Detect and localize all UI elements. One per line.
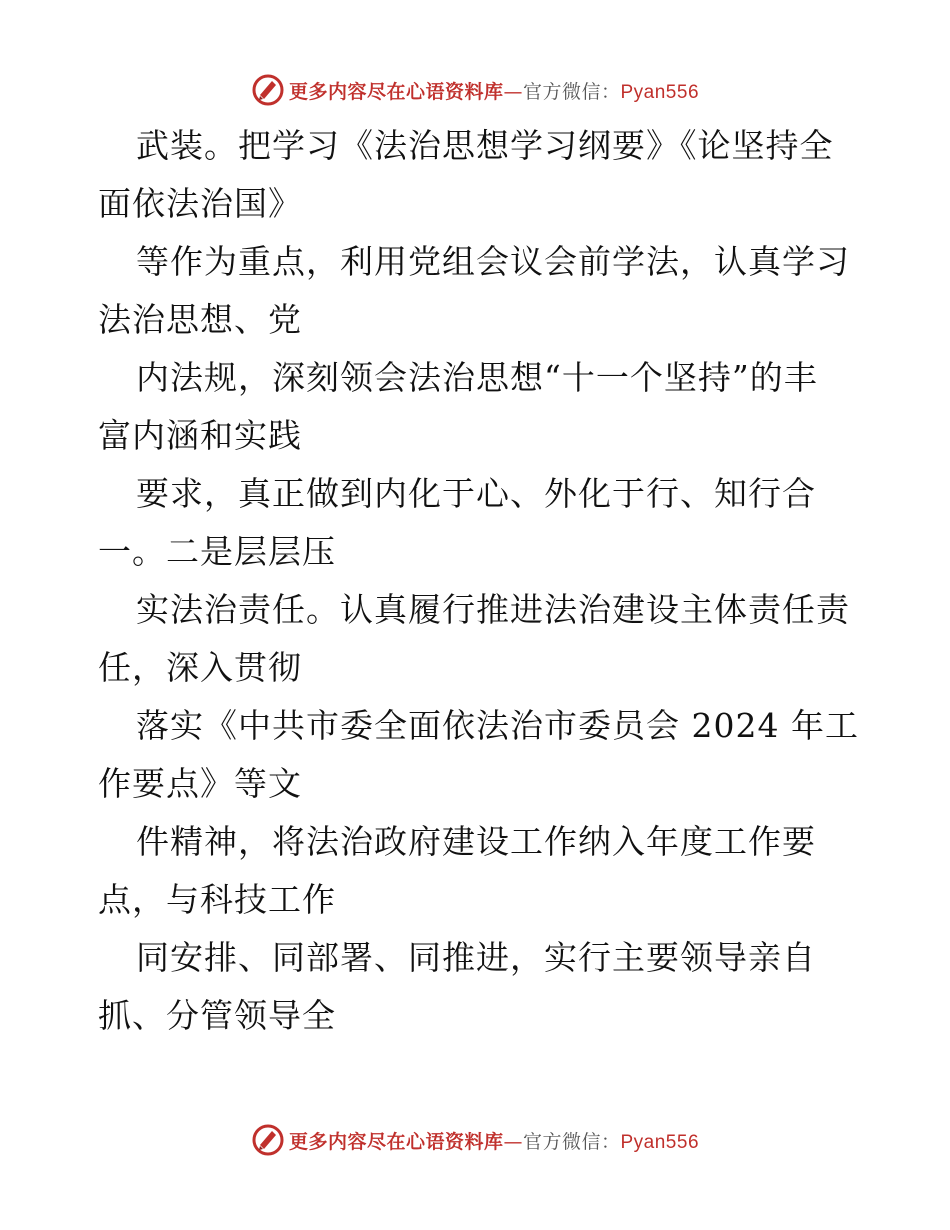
body-line: 实法治责任。认真履行推进法治建设主体责任责 [136, 590, 850, 629]
body-line: 内法规，深刻领会法治思想“十一个坚持”的丰 [136, 358, 818, 397]
body-line: 落实《中共市委全面依法治市委员会 2024 年工 [136, 706, 859, 745]
watermark-separator: — [503, 80, 523, 103]
body-line: 任，深入贯彻 [98, 648, 302, 687]
header-watermark [0, 70, 950, 110]
watermark-contact-handle: Pyan556 [620, 81, 700, 103]
watermark-site: 更多内容尽在心语资料库 [288, 80, 504, 103]
watermark-site: 更多内容尽在心语资料库 [288, 1130, 504, 1153]
body-line: 同安排、同部署、同推进，实行主要领导亲自 [136, 938, 816, 977]
body-line: 法治思想、党 [98, 300, 302, 339]
body-line: 件精神，将法治政府建设工作纳入年度工作要 [136, 822, 816, 861]
footer-watermark [0, 1120, 950, 1160]
body-line: 点，与科技工作 [98, 880, 336, 919]
document-body [98, 117, 858, 1045]
brand-logo-icon [251, 1123, 285, 1157]
body-line: 等作为重点，利用党组会议会前学法，认真学习 [136, 242, 850, 281]
body-line: 富内涵和实践 [98, 416, 302, 455]
watermark-text [289, 1127, 699, 1154]
brand-logo-icon [251, 73, 285, 107]
body-line: 抓、分管领导全 [98, 996, 336, 1035]
body-line: 武装。把学习《法治思想学习纲要》《论坚持全 [136, 126, 834, 165]
watermark-contact-label: 官方微信： [522, 1130, 621, 1153]
watermark-contact-label: 官方微信： [522, 80, 621, 103]
body-line: 要求，真正做到内化于心、外化于行、知行合 [136, 474, 816, 513]
watermark-text [289, 77, 699, 104]
body-line: 面依法治国》 [98, 184, 302, 223]
body-line: 作要点》等文 [98, 764, 302, 803]
watermark-contact-handle: Pyan556 [620, 1131, 700, 1153]
body-line: 一。二是层层压 [98, 532, 336, 571]
watermark-separator: — [503, 1130, 523, 1153]
